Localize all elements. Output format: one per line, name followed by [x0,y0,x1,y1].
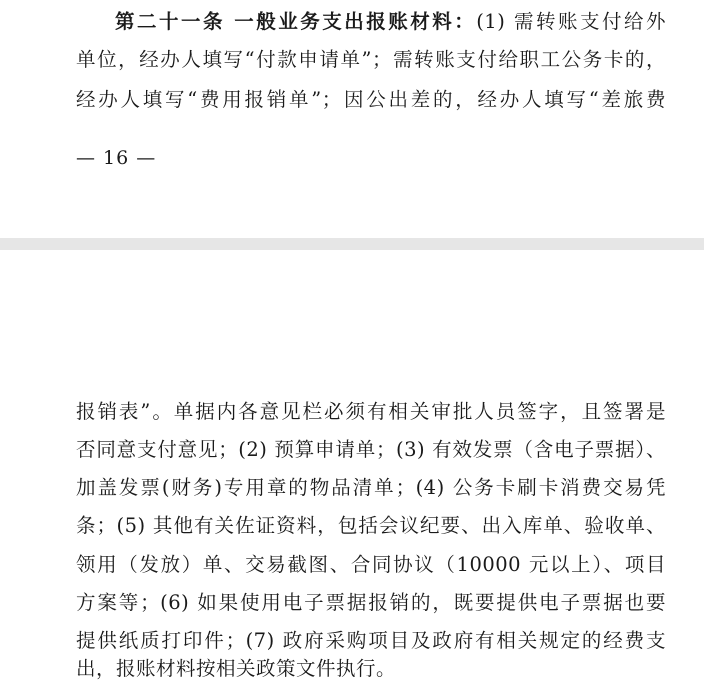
article-line: 方案等；(6) 如果使用电子票据报销的，既要提供电子票据也要 [76,591,666,614]
article-line: 经办人填写“费用报销单”；因公出差的，经办人填写“差旅费 [76,88,666,111]
article-line: 单位，经办人填写“付款申请单”；需转账支付给职工公务卡的， [76,48,666,71]
article-line: 报销表”。单据内各意见栏必须有相关审批人员签字，且签署是 [76,400,666,423]
article-line: 条；(5) 其他有关佐证资料，包括会议纪要、出入库单、验收单、 [76,514,666,537]
article-line: 领用（发放）单、交易截图、合同协议（10000 元以上）、项目 [76,553,666,576]
page-number: — 16 — [76,147,157,169]
document-page-top [0,0,704,238]
article-heading: 第二十一条 一般业务支出报账材料： [115,10,477,33]
article-line: 加盖发票(财务)专用章的物品清单；(4) 公务卡刷卡消费交易凭 [76,476,666,499]
article-line: 否同意支付意见；(2) 预算申请单；(3) 有效发票（含电子票据）、 [76,438,666,461]
article-first-line [115,10,666,34]
article-line-last: 出，报账材料按相关政策文件执行。 [76,657,397,680]
page-separator [0,238,704,250]
article-text: (1) 需转账支付给外 [476,10,666,33]
article-line: 提供纸质打印件；(7) 政府采购项目及政府有相关规定的经费支 [76,629,666,652]
document-page-bottom [0,250,704,688]
